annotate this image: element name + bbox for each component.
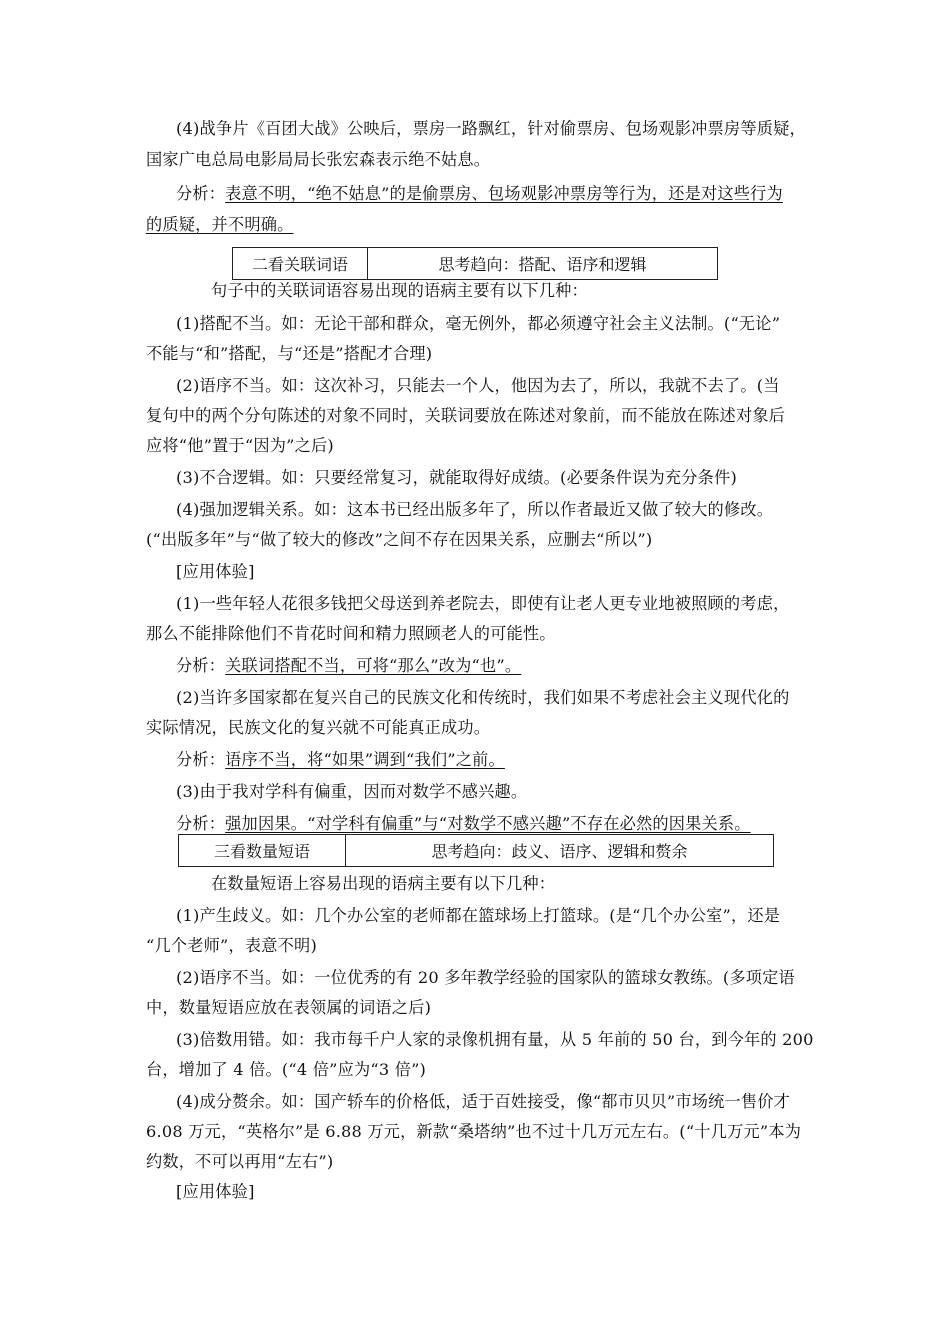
section-label: 三看数量短语	[179, 835, 346, 866]
text-span: 那么不能排除他们不肯花时间和精力照顾老人的可能性。	[146, 624, 556, 643]
underlined-answer: 关联词搭配不当，可将“那么”改为“也”。	[225, 656, 522, 675]
section-label: 二看关联词语	[233, 248, 368, 279]
text-span: 在数量短语上容易出现的语病主要有以下几种：	[211, 874, 556, 893]
text-span: “几个老师”，表意不明)	[146, 936, 317, 955]
text-line	[176, 183, 783, 205]
text-span: (1)产生歧义。如：几个办公室的老师都在篮球场上打篮球。(是“几个办公室”，还是	[176, 906, 781, 925]
text-span: (2)语序不当。如：这次补习，只能去一个人，他因为去了，所以，我就不去了。(当	[176, 376, 780, 395]
text-line	[146, 529, 652, 551]
text-line	[146, 1121, 801, 1143]
text-span: 分析：	[176, 656, 226, 675]
text-span: (3)由于我对学科有偏重，因而对数学不感兴趣。	[176, 782, 528, 801]
text-line	[146, 623, 556, 645]
text-span: 分析：	[176, 750, 226, 769]
text-line	[146, 149, 490, 171]
text-line	[176, 375, 780, 397]
text-span: 应将“他”置于“因为”之后)	[146, 436, 334, 455]
underlined-answer: 的质疑，并不明确。	[146, 215, 294, 234]
text-line	[176, 313, 780, 335]
text-span: 句子中的关联词语容易出现的语病主要有以下几种：	[211, 281, 588, 300]
text-line	[146, 214, 294, 236]
text-span: (3)倍数用错。如：我市每千户人家的录像机拥有量，从 5 年前的 50 台，到今年的 200	[176, 1030, 814, 1049]
text-span: 复句中的两个分句陈述的对象不同时，关联词要放在陈述对象前，而不能放在陈述对象后	[146, 406, 786, 425]
text-span: 分析：	[176, 184, 226, 203]
text-span: (4)强加逻辑关系。如：这本书已经出版多年了，所以作者最近又做了较大的修改。	[176, 500, 774, 519]
text-line	[176, 1091, 790, 1113]
text-span: [应用体验]	[176, 562, 255, 581]
text-line	[146, 405, 785, 427]
text-line	[146, 343, 432, 365]
text-line	[146, 435, 334, 457]
text-line	[176, 593, 789, 615]
text-span: 约数，不可以再用“左右”)	[146, 1152, 334, 1171]
text-line	[176, 813, 751, 835]
text-span: 台，增加了 4 倍。(“4 倍”应为“3 倍”)	[146, 1060, 427, 1079]
text-span: 不能与“和”搭配，与“还是”搭配才合理)	[146, 344, 433, 363]
section-header-box	[178, 834, 774, 867]
text-line	[211, 873, 555, 895]
text-line	[176, 1029, 814, 1051]
section-header-box	[232, 247, 718, 280]
text-span: (1)搭配不当。如：无论干部和群众，毫无例外，都必须遵守社会主义法制。(“无论”	[176, 314, 781, 333]
text-line	[176, 499, 773, 521]
text-line	[176, 781, 527, 803]
text-line	[176, 905, 780, 927]
text-line	[176, 467, 737, 489]
text-span: 实际情况，民族文化的复兴就不可能真正成功。	[146, 718, 491, 737]
underlined-answer: 表意不明，“绝不姑息”的是偷票房、包场观影冲票房等行为，还是对这些行为	[225, 184, 783, 203]
text-line	[146, 935, 317, 957]
text-span: (2)当许多国家都在复兴自己的民族文化和传统时，我们如果不考虑社会主义现代化的	[176, 688, 790, 707]
text-span: 国家广电总局电影局局长张宏森表示绝不姑息。	[146, 150, 491, 169]
text-line	[146, 1151, 333, 1173]
text-line	[146, 717, 490, 739]
text-span: [应用体验]	[176, 1182, 255, 1201]
text-line	[176, 967, 795, 989]
underlined-answer: 强加因果。“对学科有偏重”与“对数学不感兴趣”不存在必然的因果关系。	[225, 814, 751, 833]
text-line	[176, 118, 806, 140]
text-span: (“出版多年”与“做了较大的修改”之间不存在因果关系，应删去“所以”)	[146, 530, 653, 549]
section-hint: 思考趋向：歧义、语序、逻辑和赘余	[431, 842, 688, 861]
text-line	[146, 1059, 426, 1081]
underlined-answer: 语序不当，将“如果”调到“我们”之前。	[225, 750, 505, 769]
section-hint: 思考趋向：搭配、语序和逻辑	[438, 255, 647, 274]
text-line	[146, 997, 431, 1019]
text-line	[176, 561, 255, 583]
text-span: (1)一些年轻人花很多钱把父母送到养老院去，即使有让老人更专业地被照顾的考虑，	[176, 594, 790, 613]
text-span: 中，数量短语应放在表领属的词语之后)	[146, 998, 432, 1017]
text-line	[176, 1181, 255, 1203]
text-span: (4)成分赘余。如：国产轿车的价格低，适于百姓接受，像“都市贝贝”市场统一售价才	[176, 1092, 791, 1111]
text-line	[176, 655, 521, 677]
text-line	[176, 687, 789, 709]
text-span: 分析：	[176, 814, 226, 833]
text-line	[211, 280, 588, 302]
text-span: (3)不合逻辑。如：只要经常复习，就能取得好成绩。(必要条件误为充分条件)	[176, 468, 737, 487]
text-line	[176, 749, 505, 771]
text-span: 6.08 万元，“英格尔”是 6.88 万元，新款“桑塔纳”也不过十几万元左右。(“十几万元”本为	[146, 1122, 802, 1141]
text-span: (2)语序不当。如：一位优秀的有 20 多年教学经验的国家队的篮球女教练。(多项定语	[176, 968, 795, 987]
text-span: (4)战争片《百团大战》公映后，票房一路飘红，针对偷票房、包场观影冲票房等质疑，	[176, 119, 806, 138]
